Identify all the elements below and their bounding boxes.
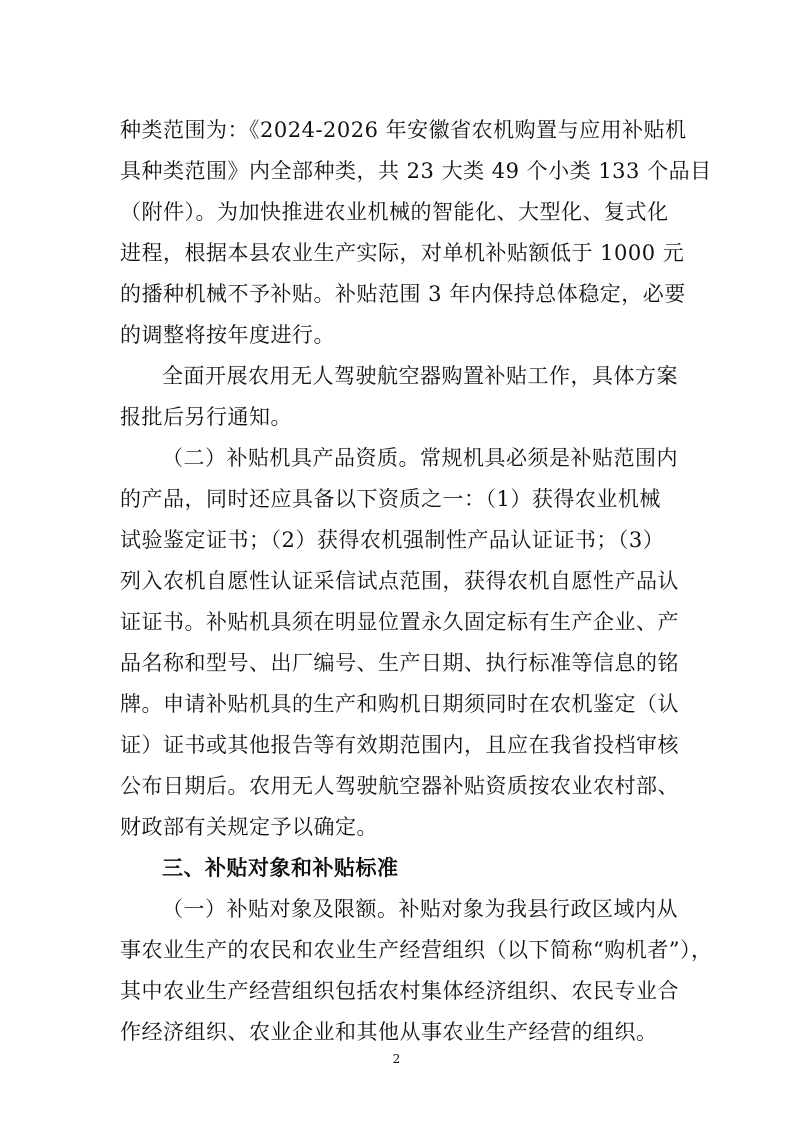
body-text-line: 具种类范围》内全部种类，共 23 大类 49 个小类 133 个品目: [120, 159, 712, 183]
body-text-line: 其中农业生产经营组织包括农村集体经济组织、农民专业合: [120, 979, 679, 1003]
body-text-line: 试验鉴定证书；（2）获得农机强制性产品认证证书；（3）: [120, 528, 665, 552]
body-text-line: （附件）。为加快推进农业机械的智能化、大型化、复式化: [120, 200, 669, 224]
body-text-line: 报批后另行通知。: [120, 405, 292, 429]
subsection-first-line: （二）补贴机具产品资质。常规机具必须是补贴范围内: [162, 446, 678, 470]
body-text-line: 的播种机械不予补贴。补贴范围 3 年内保持总体稳定，必要: [120, 282, 686, 306]
body-text-line: 牌。申请补贴机具的生产和购机日期须同时在农机鉴定（认: [120, 692, 679, 716]
body-text-line: 的调整将按年度进行。: [120, 323, 335, 347]
body-text-line: 种类范围为：《2024-2026 年安徽省农机购置与应用补贴机: [120, 118, 687, 142]
page-number: 2: [392, 1052, 401, 1066]
body-text-line: 事农业生产的农民和农业生产经营组织（以下简称“购机者”），: [120, 938, 713, 962]
body-text-line: 品名称和型号、出厂编号、生产日期、执行标准等信息的铭: [120, 651, 679, 675]
body-text-line: 证证书。补贴机具须在明显位置永久固定标有生产企业、产: [120, 610, 679, 634]
body-text-line: 财政部有关规定予以确定。: [120, 815, 378, 839]
body-text-line: 进程，根据本县农业生产实际，对单机补贴额低于 1000 元: [120, 241, 685, 265]
subsection-first-line: （一）补贴对象及限额。补贴对象为我县行政区域内从: [162, 897, 678, 921]
body-text-line: 证）证书或其他报告等有效期范围内，且应在我省投档审核: [120, 733, 679, 757]
body-text-line: 公布日期后。农用无人驾驶航空器补贴资质按农业农村部、: [120, 774, 679, 798]
body-text-line: 的产品，同时还应具备以下资质之一：（1）获得农业机械: [120, 487, 661, 511]
section-heading: 三、补贴对象和补贴标准: [162, 856, 399, 880]
paragraph-first-line: 全面开展农用无人驾驶航空器购置补贴工作，具体方案: [162, 364, 678, 388]
body-text-line: 列入农机自愿性认证采信试点范围，获得农机自愿性产品认: [120, 569, 679, 593]
body-text-line: 作经济组织、农业企业和其他从事农业生产经营的组织。: [120, 1020, 658, 1044]
